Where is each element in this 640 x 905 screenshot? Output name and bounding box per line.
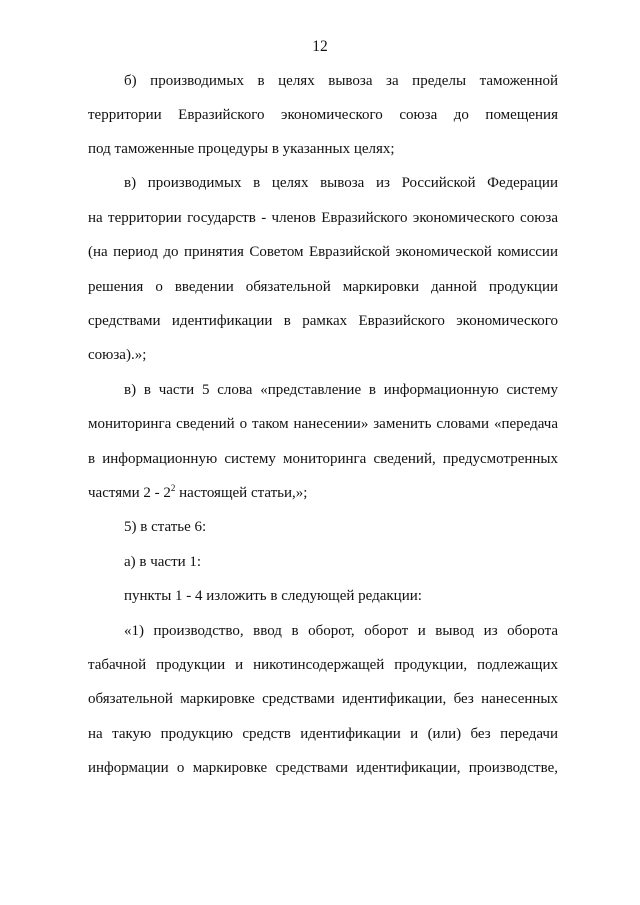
text-line: б) производимых в целях вывоза за пределы таможенной <box>124 73 558 89</box>
text-line: под таможенные процедуры в указанных целях; <box>88 141 395 157</box>
text-line: средствами идентификации в рамках Евразийского экономического <box>88 313 558 329</box>
text-line: в) в части 5 слова «представление в информационную систему <box>124 382 558 398</box>
text-line: обязательной маркировке средствами идентификации, без нанесенных <box>88 691 558 707</box>
text-line <box>88 484 558 502</box>
text-line: в) производимых в целях вывоза из Российской Федерации <box>124 175 558 191</box>
text-line: «1) производство, ввод в оборот, оборот и вывод из оборота <box>124 623 558 639</box>
text-fragment: настоящей статьи,»; <box>175 485 308 501</box>
text-line: союза).»; <box>88 347 147 363</box>
text-line: территории Евразийского экономического союза до помещения <box>88 107 558 123</box>
text-line: (на период до принятия Советом Евразийской экономической комиссии <box>88 244 558 260</box>
text-line: табачной продукции и никотинсодержащей продукции, подлежащих <box>88 657 558 673</box>
text-line: информации о маркировке средствами идентификации, производстве, <box>88 760 558 776</box>
text-line: а) в части 1: <box>124 554 202 570</box>
text-line: в информационную систему мониторинга сведений, предусмотренных <box>88 451 558 467</box>
text-fragment: частями 2 - 2 <box>88 485 171 501</box>
text-line: 5) в статье 6: <box>124 519 207 535</box>
page-number: 12 <box>312 38 328 55</box>
text-line: решения о введении обязательной маркировки данной продукции <box>88 279 558 295</box>
text-line: на территории государств - членов Евразийского экономического союза <box>88 210 558 226</box>
text-line: на такую продукцию средств идентификации и (или) без передачи <box>88 726 558 742</box>
superscript: 2 <box>170 483 176 493</box>
text-line: мониторинга сведений о таком нанесении» заменить словами «передача <box>88 416 558 432</box>
text-line: пункты 1 - 4 изложить в следующей редакции: <box>124 588 422 604</box>
